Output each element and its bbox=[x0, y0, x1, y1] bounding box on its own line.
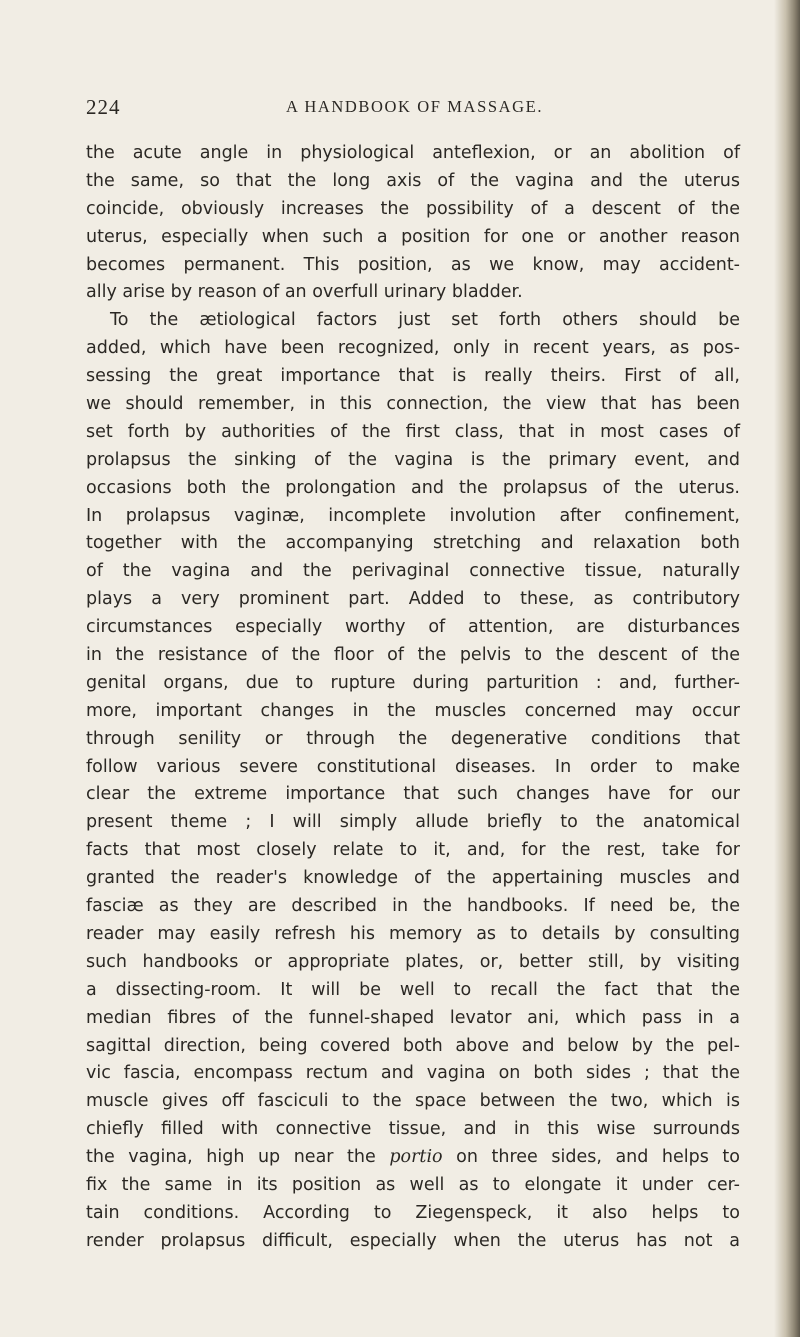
text-line: prolapsus the sinking of the vagina is the primary event, and bbox=[86, 449, 740, 470]
text-line: ally arise by reason of an overfull urinary bladder. bbox=[86, 282, 523, 303]
text-line: render prolapsus difficult, especially when the uterus has not a bbox=[86, 1230, 740, 1251]
text-line: coincide, obviously increases the possibility of a descent of the bbox=[86, 198, 740, 219]
text-line: the same, so that the long axis of the vagina and the uterus bbox=[86, 170, 740, 191]
text-line: chiefly filled with connective tissue, and in this wise surrounds bbox=[86, 1119, 740, 1140]
text-line: facts that most closely relate to it, and, for the rest, take for bbox=[86, 840, 740, 861]
text-line: genital organs, due to rupture during parturition : and, further- bbox=[86, 672, 740, 693]
text-segment: the vagina, high up near the bbox=[86, 1147, 390, 1168]
text-line: added, which have been recognized, only in recent years, as pos- bbox=[86, 338, 740, 359]
text-line: circumstances especially worthy of attention, are disturbances bbox=[86, 617, 740, 638]
text-line: together with the accompanying stretching and relaxation both bbox=[86, 533, 740, 554]
text-line: a dissecting-room. It will be well to recall the fact that the bbox=[86, 979, 740, 1000]
page-number: 224 bbox=[86, 95, 121, 119]
text-line: vic fascia, encompass rectum and vagina on both sides ; that the bbox=[86, 1063, 740, 1084]
text-line: such handbooks or appropriate plates, or, better still, by visiting bbox=[86, 951, 740, 972]
text-line: follow various severe constitutional diseases. In order to make bbox=[86, 756, 740, 777]
text-line: fasciæ as they are described in the handbooks. If need be, the bbox=[86, 896, 740, 917]
text-line: occasions both the prolongation and the prolapsus of the uterus. bbox=[86, 477, 740, 498]
text-line: median fibres of the funnel-shaped levator ani, which pass in a bbox=[86, 1007, 740, 1028]
text-line: To the ætiological factors just set forth others should be bbox=[110, 310, 740, 331]
text-line: clear the extreme importance that such changes have for our bbox=[86, 784, 740, 805]
italic-term: portio bbox=[389, 1147, 443, 1168]
text-line: of the vagina and the perivaginal connective tissue, naturally bbox=[86, 561, 740, 582]
text-line: sagittal direction, being covered both above and below by the pel- bbox=[86, 1035, 740, 1056]
body-text bbox=[86, 140, 740, 1256]
text-line: granted the reader's knowledge of the appertaining muscles and bbox=[86, 868, 740, 889]
text-line: fix the same in its position as well as to elongate it under cer- bbox=[86, 1174, 740, 1195]
page-header bbox=[86, 95, 746, 125]
text-line: set forth by authorities of the first class, that in most cases of bbox=[86, 421, 740, 442]
text-segment: on three sides, and helps to bbox=[442, 1147, 740, 1168]
text-line: present theme ; I will simply allude briefly to the anatomical bbox=[86, 812, 740, 833]
text-line: In prolapsus vaginæ, incomplete involution after confinement, bbox=[86, 505, 740, 526]
running-title: A HANDBOOK OF MASSAGE. bbox=[286, 97, 544, 116]
text-line: through senility or through the degenerative conditions that bbox=[86, 728, 740, 749]
text-line: more, important changes in the muscles concerned may occur bbox=[86, 700, 740, 721]
text-line-with-italic bbox=[86, 1144, 740, 1172]
text-line: uterus, especially when such a position for one or another reason bbox=[86, 226, 740, 247]
text-line: plays a very prominent part. Added to these, as contributory bbox=[86, 589, 740, 610]
text-line: tain conditions. According to Ziegenspeck, it also helps to bbox=[86, 1202, 740, 1223]
text-line: we should remember, in this connection, the view that has been bbox=[86, 394, 740, 415]
text-line: becomes permanent. This position, as we know, may accident- bbox=[86, 254, 740, 275]
text-line: in the resistance of the floor of the pelvis to the descent of the bbox=[86, 645, 740, 666]
page-edge-shadow bbox=[774, 0, 800, 1337]
text-line: muscle gives off fasciculi to the space between the two, which is bbox=[86, 1091, 740, 1112]
text-line: reader may easily refresh his memory as to details by consulting bbox=[86, 923, 740, 944]
text-line: the acute angle in physiological anteflexion, or an abolition of bbox=[86, 143, 740, 163]
text-line: sessing the great importance that is really theirs. First of all, bbox=[86, 366, 740, 387]
